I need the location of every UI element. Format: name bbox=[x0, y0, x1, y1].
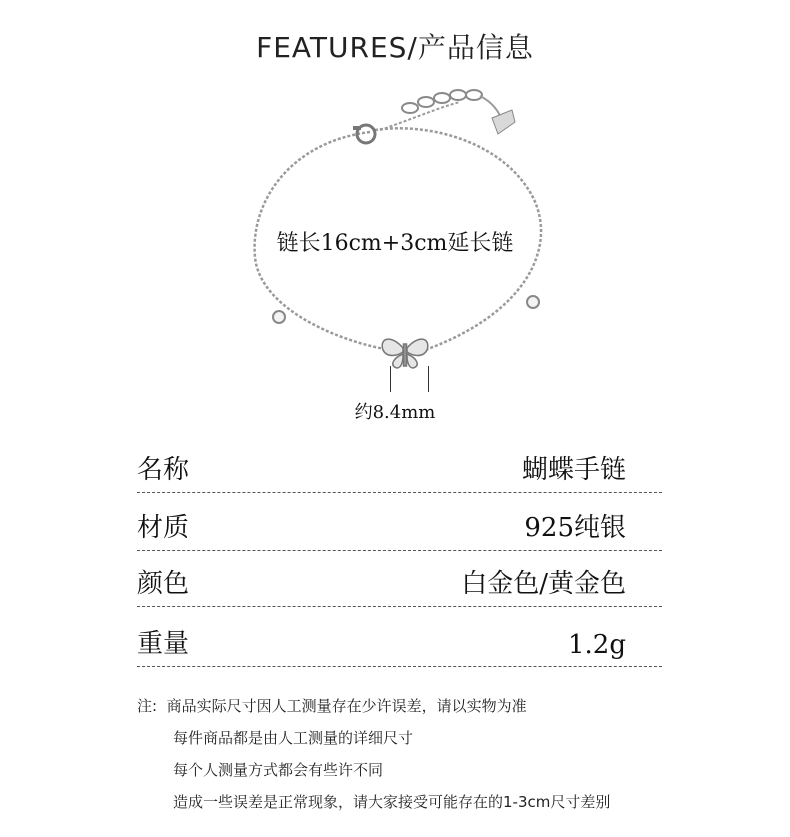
spec-key: 重量 bbox=[137, 629, 190, 659]
spec-row-color bbox=[137, 556, 662, 607]
notes bbox=[137, 690, 610, 818]
note-line bbox=[137, 690, 610, 722]
spec-key: 颜色 bbox=[137, 569, 190, 599]
charm-size-label: 约8.4mm bbox=[354, 402, 436, 423]
spec-value: 925纯银 bbox=[524, 513, 626, 543]
spec-value: 蝴蝶手链 bbox=[521, 455, 626, 485]
spec-key: 材质 bbox=[137, 513, 190, 543]
note-line: 每个人测量方式都会有些许不同 bbox=[173, 761, 384, 779]
spec-value: 1.2g bbox=[568, 630, 626, 660]
note-text: 商品实际尺寸因人工测量存在少许误差，请以实物为准 bbox=[166, 697, 527, 715]
spec-key: 名称 bbox=[137, 455, 190, 485]
note-prefix: 注: bbox=[137, 697, 158, 715]
spec-value: 白金色/黄金色 bbox=[461, 569, 626, 599]
spec-row-name bbox=[137, 442, 662, 493]
page-title: FEATURES/产品信息 bbox=[256, 31, 534, 64]
spec-row-material bbox=[137, 500, 662, 551]
note-line: 造成一些误差是正常现象，请大家接受可能存在的1-3cm尺寸差别 bbox=[173, 793, 611, 811]
note-line: 每件商品都是由人工测量的详细尺寸 bbox=[173, 729, 414, 747]
chain-length-label: 链长16cm+3cm延长链 bbox=[276, 231, 514, 256]
spec-row-weight bbox=[137, 616, 662, 667]
size-bracket bbox=[390, 366, 429, 392]
